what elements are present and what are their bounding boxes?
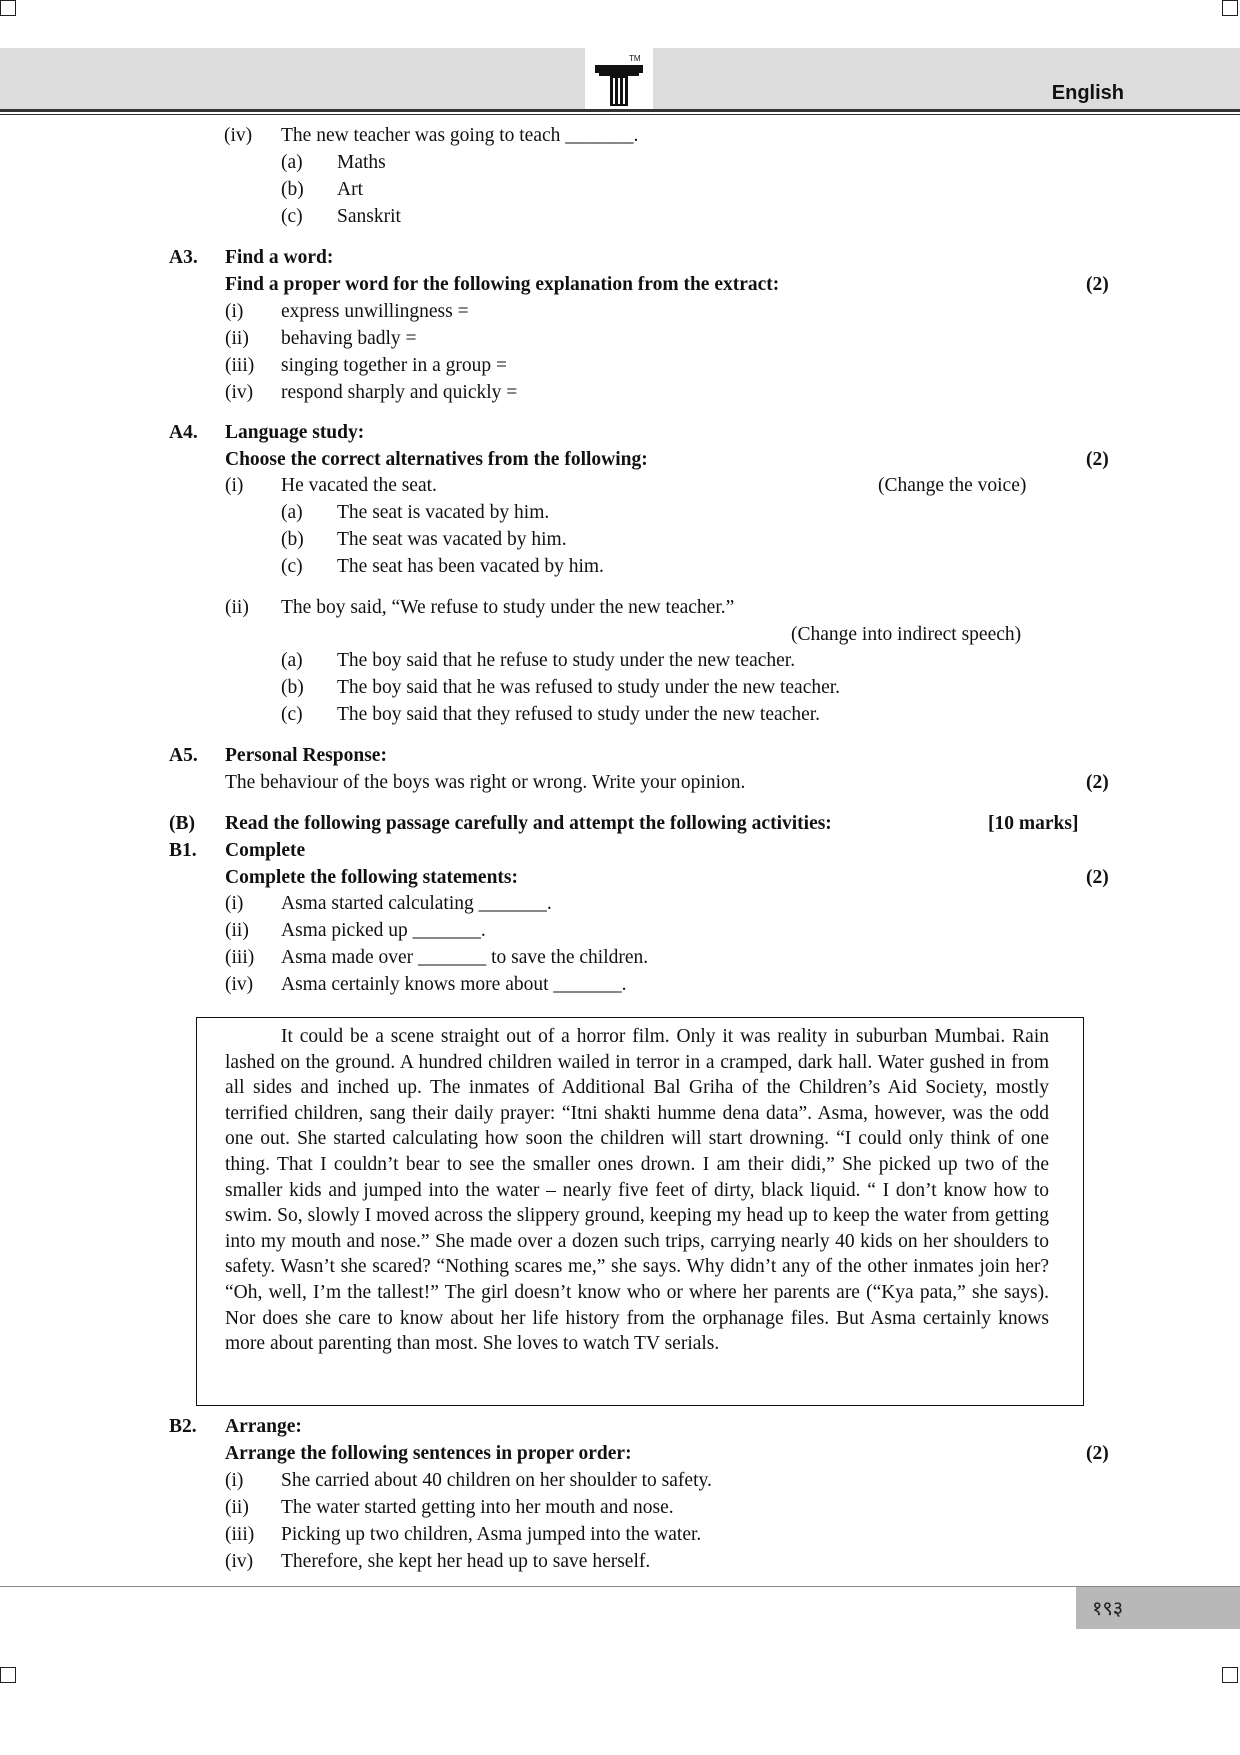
crop-mark-top-left — [0, 0, 16, 16]
question-number: (iv) — [224, 125, 253, 146]
item-number: (ii) — [225, 920, 249, 941]
section-title-a3: Find a word: — [225, 247, 334, 268]
item-text: The boy said, “We refuse to study under the new teacher.” — [281, 597, 735, 618]
item-number: (i) — [225, 301, 244, 322]
item-number: (iii) — [225, 355, 255, 376]
option-label: (c) — [281, 704, 303, 725]
item-number: (iii) — [225, 947, 255, 968]
instruction-b2: Arrange the following sentences in proper order: — [225, 1443, 632, 1464]
section-title-b2: Arrange: — [225, 1416, 302, 1437]
instruction-a4: Choose the correct alternatives from the following: — [225, 449, 648, 470]
item-text: Asma made over _______ to save the children. — [281, 947, 649, 968]
pillar-logo-icon — [585, 48, 653, 110]
section-label-b: (B) — [169, 813, 195, 834]
item-text: respond sharply and quickly = — [281, 382, 518, 403]
option-text: The boy said that he refuse to study under the new teacher. — [337, 650, 796, 671]
item-text: express unwillingness = — [281, 301, 469, 322]
item-number: (i) — [225, 1470, 244, 1491]
marks-a3: (2) — [1086, 274, 1109, 295]
marks-b2: (2) — [1086, 1443, 1109, 1464]
option-text: Maths — [337, 152, 386, 173]
publisher-logo — [585, 48, 653, 110]
option-text: The boy said that they refused to study under the new teacher. — [337, 704, 821, 725]
header-rule — [0, 109, 1240, 112]
option-label: (c) — [281, 556, 303, 577]
option-label: (c) — [281, 206, 303, 227]
item-text: behaving badly = — [281, 328, 417, 349]
item-text: He vacated the seat. — [281, 475, 437, 496]
option-text: Sanskrit — [337, 206, 401, 227]
section-title-a4: Language study: — [225, 422, 365, 443]
option-label: (a) — [281, 502, 303, 523]
item-text: She carried about 40 children on her shoulder to safety. — [281, 1470, 712, 1491]
section-title-b1: Complete — [225, 840, 306, 861]
item-number: (ii) — [225, 597, 249, 618]
item-text: The behaviour of the boys was right or wrong. Write your opinion. — [225, 772, 746, 793]
question-text: The new teacher was going to teach _______. — [281, 125, 639, 146]
page-number: १९३ — [1076, 1587, 1240, 1629]
option-text: The boy said that he was refused to study under the new teacher. — [337, 677, 841, 698]
svg-text:TM: TM — [629, 54, 641, 63]
option-label: (b) — [281, 529, 304, 550]
item-text: Asma certainly knows more about _______. — [281, 974, 627, 995]
item-text: The water started getting into her mouth and nose. — [281, 1497, 674, 1518]
instruction-a3: Find a proper word for the following explanation from the extract: — [225, 274, 780, 295]
passage-text: It could be a scene straight out of a horror film. Only it was reality in suburban Mumbai. Rain lashed on the ground. A hundred children wailed in terror in a cramped, dark hall. Water gushed in from all sides and inched up. The inmates of Additional Bal Griha of the Children’s Aid Society, mostly terrified children, sang their daily prayer: “Itni shakti humme dena data”. Asma, however, was the odd one out. She started calculating how soon the children will start drowning. “I could only think of one thing. That I couldn’t bear to see the smaller ones drown. I am their didi,” She picked up two of the smaller kids and jumped into the water – nearly five feet of dirty, black liquid. “ I don’t know how to swim. So, slowly I moved across the slippery ground, keeping my head up to keep the water from getting into my mouth and nose.” She made over a dozen such trips, carrying nearly 40 kids on her shoulders to safety. Wasn’t she scared? “Nothing scares me,” she says. Why didn’t any of the other inmates join her? “Oh, well, I’m the tallest!” The girl doesn’t know who or where her parents are (“Kya pata,” she says). Nor does she care to know about her life history from the orphanage files. But Asma certainly knows more about parenting than most. She loves to watch TV serials. — [225, 1026, 1049, 1355]
option-text: The seat has been vacated by him. — [337, 556, 604, 577]
crop-mark-bottom-left — [0, 1667, 16, 1683]
item-number: (i) — [225, 893, 244, 914]
marks-b: [10 marks] — [988, 813, 1079, 834]
item-number: (iii) — [225, 1524, 255, 1545]
crop-mark-bottom-right — [1222, 1667, 1238, 1683]
item-number: (iv) — [225, 382, 254, 403]
section-title-a5: Personal Response: — [225, 745, 387, 766]
item-number: (ii) — [225, 1497, 249, 1518]
option-text: The seat is vacated by him. — [337, 502, 550, 523]
reading-passage — [196, 1017, 1084, 1406]
option-label: (b) — [281, 179, 304, 200]
footer-rule — [0, 1586, 1240, 1587]
item-text: Picking up two children, Asma jumped into the water. — [281, 1524, 702, 1545]
marks-b1: (2) — [1086, 867, 1109, 888]
option-label: (b) — [281, 677, 304, 698]
instruction-b1: Complete the following statements: — [225, 867, 518, 888]
section-label-b2: B2. — [169, 1416, 197, 1437]
item-number: (iv) — [225, 974, 254, 995]
crop-mark-top-right — [1222, 0, 1238, 16]
item-hint: (Change the voice) — [878, 475, 1027, 496]
option-text: Art — [337, 179, 363, 200]
section-label-b1: B1. — [169, 840, 197, 861]
section-label-a5: A5. — [169, 745, 198, 766]
item-hint: (Change into indirect speech) — [791, 624, 1022, 645]
header-rule-thin — [0, 114, 1240, 115]
section-label-a4: A4. — [169, 422, 198, 443]
section-label-a3: A3. — [169, 247, 198, 268]
item-text: Therefore, she kept her head up to save herself. — [281, 1551, 651, 1572]
item-text: Asma started calculating _______. — [281, 893, 552, 914]
subject-title: English — [1051, 82, 1124, 104]
item-number: (ii) — [225, 328, 249, 349]
option-label: (a) — [281, 650, 303, 671]
item-number: (i) — [225, 475, 244, 496]
item-number: (iv) — [225, 1551, 254, 1572]
option-label: (a) — [281, 152, 303, 173]
marks-a4: (2) — [1086, 449, 1109, 470]
item-text: Asma picked up _______. — [281, 920, 486, 941]
section-instruction-b: Read the following passage carefully and attempt the following activities: — [225, 813, 832, 834]
item-text: singing together in a group = — [281, 355, 508, 376]
option-text: The seat was vacated by him. — [337, 529, 567, 550]
marks-a5: (2) — [1086, 772, 1109, 793]
